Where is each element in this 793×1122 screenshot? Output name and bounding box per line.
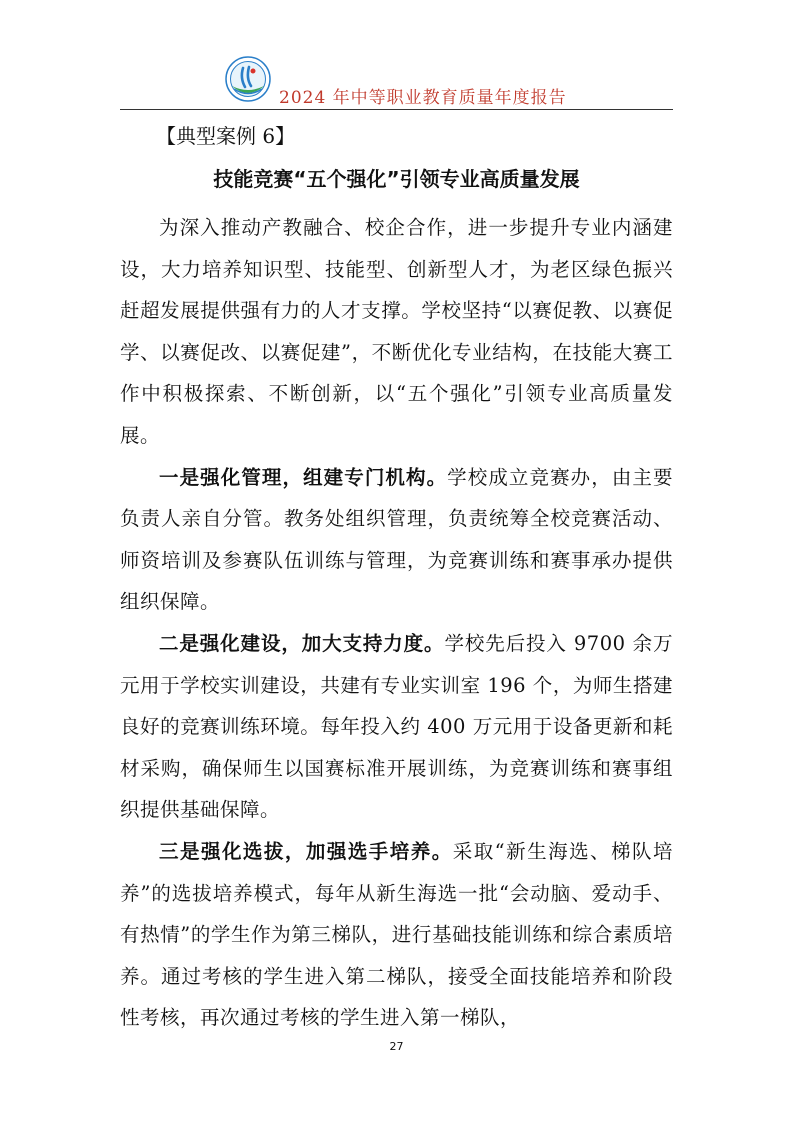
article-title: 技能竞赛“五个强化”引领专业高质量发展 — [213, 167, 580, 191]
article-body — [120, 207, 673, 1039]
paragraph-text: 为深入推动产教融合、校企合作，进一步提升专业内涵建设，大力培养知识型、技能型、创新型人才，为老区绿色振兴赶超发展提供强有力的人才支撑。学校坚持“以赛促教、以赛促学、以赛促改、以赛促建”，不断优化专业结构，在技能大赛工作中积极探索、不断创新，以“五个强化”引领专业高质量发展。 — [120, 216, 673, 447]
paragraph-lead: 二是强化建设，加大支持力度。 — [159, 631, 445, 655]
paragraph-text: 学校成立竞赛办，由主要负责人亲自分管。教务处组织管理，负责统筹全校竞赛活动、师资培训及参赛队伍训练与管理，为竞赛训练和赛事承办提供组织保障。 — [120, 465, 673, 614]
paragraph-selection — [120, 831, 673, 1039]
header-divider — [120, 109, 673, 110]
paragraph-lead: 一是强化管理，组建专门机构。 — [159, 465, 448, 489]
page-number: 27 — [389, 1040, 404, 1053]
paragraph-text: 学校先后投入 9700 余万元用于学校实训建设，共建有专业实训室 196 个，为师生搭建良好的竞赛训练环境。每年投入约 400 万元用于设备更新和耗材采购，确保师生以国赛标准开展训练，为竞赛训练和赛事组织提供基础保障。 — [120, 631, 673, 822]
school-emblem-icon — [225, 56, 271, 102]
paragraph-intro — [120, 207, 673, 457]
paragraph-lead: 三是强化选拔，加强选手培养。 — [159, 839, 453, 863]
paragraph-construction — [120, 623, 673, 831]
paragraph-management — [120, 457, 673, 623]
paragraph-text: 采取“新生海选、梯队培养”的选拔培养模式，每年从新生海选一批“会动脑、爱动手、有热情”的学生作为第三梯队，进行基础技能训练和综合素质培养。通过考核的学生进入第二梯队，接受全面技能培养和阶段性考核，再次通过考核的学生进入第一梯队， — [120, 839, 673, 1030]
case-label: 【典型案例 6】 — [156, 124, 296, 148]
report-header-title: 2024 年中等职业教育质量年度报告 — [279, 88, 567, 108]
